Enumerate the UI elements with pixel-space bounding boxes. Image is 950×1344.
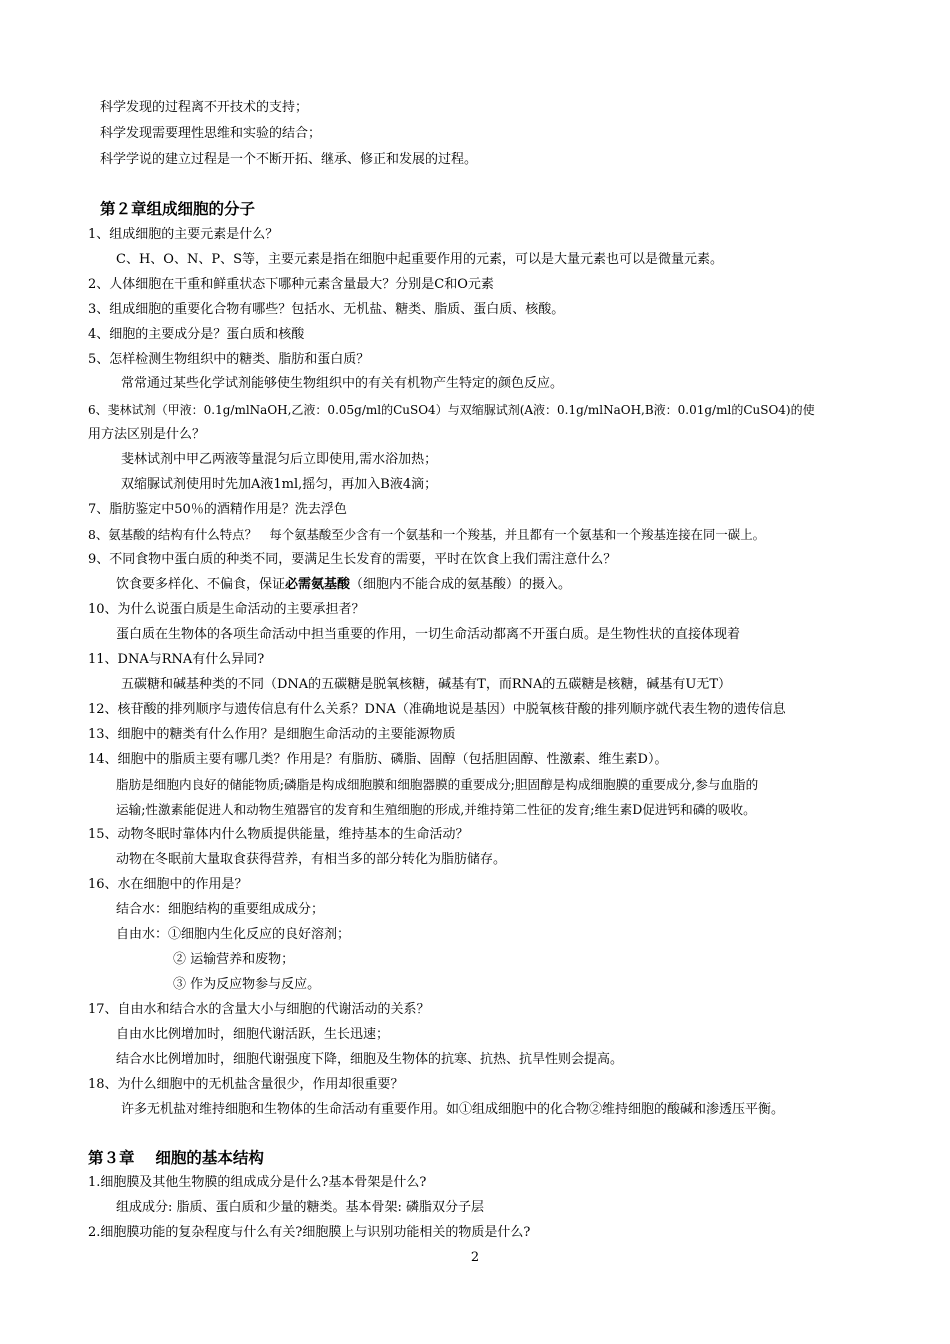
ch2-line: 结合水：细胞结构的重要组成成分； — [116, 902, 325, 917]
intro-line-1: 科学发现的过程离不开技术的支持； — [100, 100, 309, 115]
ch2-line: 脂肪是细胞内良好的储能物质;磷脂是构成细胞膜和细胞器膜的重要成分;胆固醇是构成细胞膜的重要成分,参与血脂的 — [116, 777, 759, 792]
diet-line — [116, 576, 571, 594]
ch2-line: 18、为什么细胞中的无机盐含量很少，作用却很重要？ — [88, 1077, 404, 1092]
ch2-line: 蛋白质在生物体的各项生命活动中担当重要的作用，一切生命活动都离不开蛋白质。是生物性状的直接体现着 — [116, 627, 741, 642]
chapter-3-title: 第３章 细胞的基本结构 — [88, 1149, 264, 1167]
ch2-line: 3、组成细胞的重要化合物有哪些？包括水、无机盐、糖类、脂质、蛋白质、核酸。 — [88, 302, 565, 317]
ch2-line: 15、动物冬眠时靠体内什么物质提供能量，维持基本的生命活动？ — [88, 827, 469, 842]
ch2-line: 10、为什么说蛋白质是生命活动的主要承担者？ — [88, 602, 365, 617]
ch2-line: 17、自由水和结合水的含量大小与细胞的代谢活动的关系？ — [88, 1002, 430, 1017]
ch2-line: 7、脂肪鉴定中50％的酒精作用是？洗去浮色 — [88, 502, 347, 517]
ch2-line: 结合水比例增加时，细胞代谢强度下降，细胞及生物体的抗寒、抗热、抗旱性则会提高。 — [116, 1052, 624, 1067]
ch2-line: 14、细胞中的脂质主要有哪几类？作用是？有脂肪、磷脂、固醇（包括胆固醇、性激素、维生素D）。 — [88, 752, 668, 767]
ch2-line: 用方法区别是什么？ — [88, 427, 206, 442]
ch2-line: 斐林试剂中甲乙两液等量混匀后立即使用,需水浴加热； — [121, 452, 438, 467]
chapter-2-title: 第２章组成细胞的分子 — [100, 200, 256, 218]
ch2-line: 动物在冬眠前大量取食获得营养，有相当多的部分转化为脂肪储存。 — [116, 852, 507, 867]
ch2-line: 8、氨基酸的结构有什么特点？ 每个氨基酸至少含有一个氨基和一个羧基，并且都有一个氨基和一个羧基连接在同一碳上。 — [88, 527, 765, 542]
page-number: 2 — [470, 1250, 480, 1265]
ch3-line: 组成成分: 脂质、蛋白质和少量的糖类。基本骨架: 磷脂双分子层 — [116, 1200, 485, 1215]
ch2-line: 1、组成细胞的主要元素是什么？ — [88, 227, 279, 242]
ch2-line: 6、斐林试剂（甲液：0.1g/mlNaOH,乙液：0.05g/ml的CuSO4）与双缩脲试剂(A液：0.1g/mlNaOH,B液：0.01g/ml的CuSO4)的使 — [88, 403, 815, 417]
ch2-line: 2、人体细胞在干重和鲜重状态下哪种元素含量最大？分别是C和O元素 — [88, 277, 494, 292]
intro-line-2: 科学发现需要理性思维和实验的结合； — [100, 126, 322, 141]
ch2-line: 常常通过某些化学试剂能够使生物组织中的有关有机物产生特定的颜色反应。 — [121, 376, 564, 391]
ch2-line: 双缩脲试剂使用时先加A液1ml,摇匀，再加入B液4滴； — [121, 477, 438, 492]
ch2-line: C、H、O、N、P、S等，主要元素是指在细胞中起重要作用的元素，可以是大量元素也可以是微量元素。 — [116, 252, 723, 267]
ch2-line: 5、怎样检测生物组织中的糖类、脂肪和蛋白质？ — [88, 352, 370, 367]
ch3-line: 1.细胞膜及其他生物膜的组成成分是什么?基本骨架是什么? — [88, 1175, 427, 1190]
ch3-line: 2.细胞膜功能的复杂程度与什么有关?细胞膜上与识别功能相关的物质是什么? — [88, 1225, 531, 1240]
intro-line-3: 科学学说的建立过程是一个不断开拓、继承、修正和发展的过程。 — [100, 152, 478, 167]
ch2-line: 五碳糖和碱基种类的不同（DNA的五碳糖是脱氧核糖，碱基有T，而RNA的五碳糖是核糖，碱基有U无T） — [121, 677, 732, 692]
ch2-line: ② 运输营养和废物； — [173, 952, 295, 967]
ch2-line: 13、细胞中的糖类有什么作用？是细胞生命活动的主要能源物质 — [88, 727, 456, 742]
ch2-line: 自由水：①细胞内生化反应的良好溶剂； — [116, 927, 351, 942]
essential-amino-acid-bold: 必需氨基酸 — [285, 577, 351, 592]
ch2-line: 16、水在细胞中的作用是？ — [88, 877, 248, 892]
ch2-line: 11、DNA与RNA有什么异同? — [88, 652, 265, 667]
ch2-line: 许多无机盐对维持细胞和生物体的生命活动有重要作用。如①组成细胞中的化合物②维持细胞的酸碱和渗透压平衡。 — [121, 1102, 785, 1117]
diet-text-post: （细胞内不能合成的氨基酸）的摄入。 — [350, 577, 572, 592]
ch2-line: 12、核苷酸的排列顺序与遗传信息有什么关系？DNA（准确地说是基因）中脱氧核苷酸的排列顺序就代表生物的遗传信息 — [88, 702, 786, 717]
ch2-line: 自由水比例增加时，细胞代谢活跃，生长迅速； — [116, 1027, 390, 1042]
ch2-line: 4、细胞的主要成分是？蛋白质和核酸 — [88, 327, 305, 342]
ch2-line: 运输;性激素能促进人和动物生殖器官的发育和生殖细胞的形成,并维持第二性征的发育;维生素D促进钙和磷的吸收。 — [116, 802, 756, 817]
diet-text-pre: 饮食要多样化、不偏食，保证 — [116, 577, 286, 592]
ch2-line: ③ 作为反应物参与反应。 — [173, 977, 321, 992]
ch2-line: 9、不同食物中蛋白质的种类不同，要满足生长发育的需要，平时在饮食上我们需注意什么？ — [88, 552, 617, 567]
